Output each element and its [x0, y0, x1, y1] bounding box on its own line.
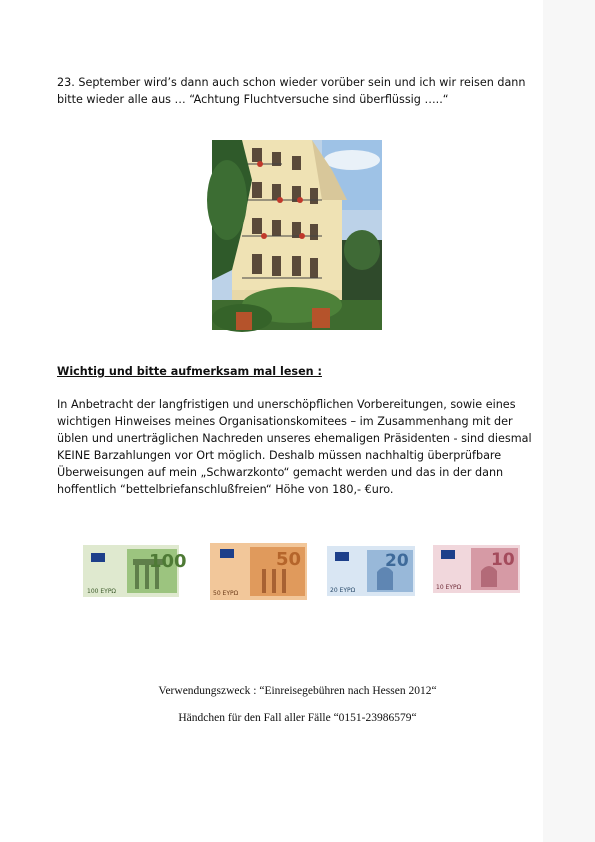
intro-paragraph: 23. September wird’s dann auch schon wieder vorüber sein und ich wir reisen dann bitte wieder alle aus … “Achtung Fluchtversuche sind überflüssig …..“ — [57, 76, 526, 106]
note-label-50: 50 EYPΩ — [213, 590, 239, 597]
note-value-50: 50 — [276, 549, 302, 570]
banknote-20 — [327, 546, 415, 596]
note-value-10: 10 — [491, 550, 515, 570]
banknote-100 — [83, 545, 187, 597]
hotel-photo — [212, 140, 382, 330]
body-paragraph: In Anbetracht der langfristigen und unerschöpflichen Vorbereitungen, sowie eines wichtigen Hinweises meines Organisationskomitees – im Zusammenhang mit der üblen und unerträglichen Nachreden unseres ehemaligen Präsidenten - sind diesmal KEINE Barzahlungen vor Ort möglich. Deshalb müssen nachhaltig überprüfbare Überweisungen auf mein „Schwarzkonto“ gemacht werden und das in der dann hoffentlich “bettelbriefanschlußfreien“ Höhe von 180,- €uro. — [57, 398, 532, 496]
banknote-50 — [210, 543, 307, 600]
section-heading: Wichtig und bitte aufmerksam mal lesen : — [57, 365, 322, 378]
banknote-10 — [433, 545, 520, 593]
note-value-20: 20 — [385, 551, 409, 571]
note-label-100: 100 EYPΩ — [87, 588, 117, 595]
note-label-10: 10 EYPΩ — [436, 584, 462, 591]
note-value-100: 100 — [149, 551, 187, 572]
footer-purpose: Verwendungszweck : “Einreisegebühren nach Hessen 2012“ — [158, 685, 437, 697]
note-label-20: 20 EYPΩ — [330, 587, 356, 594]
footer-phone: Händchen für den Fall aller Fälle “0151-23986579“ — [178, 712, 417, 724]
